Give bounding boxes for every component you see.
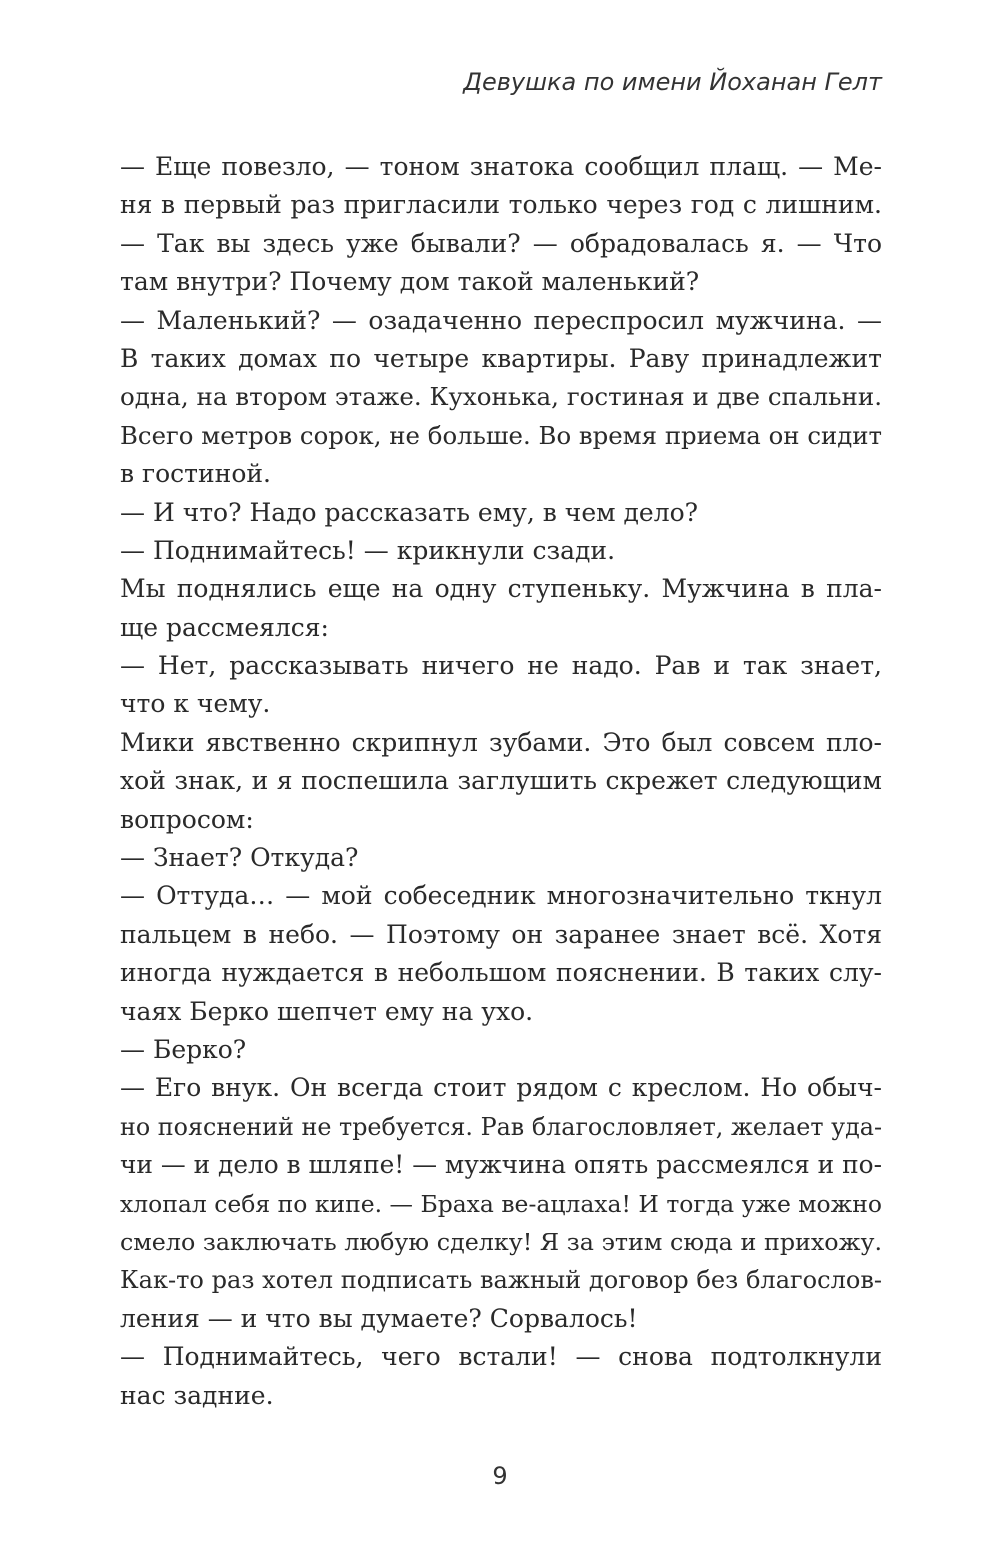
- body-text: [120, 148, 882, 1415]
- text-line: ня в первый раз пригласили только через год с лишним.: [120, 190, 882, 220]
- text-line: чаях Берко шепчет ему на ухо.: [120, 996, 534, 1026]
- text-line: вопросом:: [120, 804, 254, 834]
- text-line: — Еще повезло, — тоном знатока сообщил плащ. — Ме-: [120, 152, 882, 181]
- text-line: — И что? Надо рассказать ему, в чем дело?: [120, 497, 699, 527]
- text-line: — Поднимайтесь! — крикнули сзади.: [120, 535, 616, 565]
- text-line: хой знак, и я поспешила заглушить скрежет следующим: [120, 766, 882, 796]
- text-line: В таких домах по четыре квартиры. Раву принадлежит: [120, 343, 882, 373]
- text-line: иногда нуждается в небольшом пояснении. В таких слу-: [120, 958, 882, 988]
- text-line: — Оттуда… — мой собеседник многозначительно ткнул: [120, 881, 882, 911]
- text-line: — Его внук. Он всегда стоит рядом с креслом. Но обыч-: [120, 1073, 882, 1103]
- text-line: — Берко?: [120, 1034, 247, 1064]
- text-line: нас задние.: [120, 1380, 274, 1410]
- text-line: Как-то раз хотел подписать важный договор без благослов-: [120, 1266, 882, 1295]
- text-line: в гостиной.: [120, 459, 271, 489]
- text-line: Мики явственно скрипнул зубами. Это был совсем пло-: [120, 727, 882, 757]
- text-line: — Маленький? — озадаченно переспросил мужчина. —: [120, 305, 882, 335]
- text-line: — Поднимайтесь, чего встали! — снова подтолкнули: [120, 1342, 882, 1372]
- text-line: но пояснений не требуется. Рав благословляет, желает уда-: [120, 1112, 882, 1141]
- text-line: чи — и дело в шляпе! — мужчина опять рассмеялся и по-: [120, 1150, 882, 1180]
- text-line: — Нет, рассказывать ничего не надо. Рав и так знает,: [120, 651, 882, 681]
- text-line: хлопал себя по кипе. — Браха ве-ацлаха! И тогда уже можно: [120, 1189, 882, 1218]
- text-line: Мы поднялись еще на одну ступеньку. Мужчина в пла-: [120, 574, 882, 604]
- text-line: — Так вы здесь уже бывали? — обрадовалась я. — Что: [120, 228, 882, 258]
- text-line: Всего метров сорок, не больше. Во время приема он сидит: [120, 420, 882, 450]
- text-line: ще рассмеялся:: [120, 612, 329, 642]
- text-line: — Знает? Откуда?: [120, 843, 359, 873]
- text-line: ления — и что вы думаете? Сорвалось!: [120, 1303, 638, 1333]
- text-line: одна, на втором этаже. Кухонька, гостиная и две спальни.: [120, 382, 882, 412]
- page-number: 9: [492, 1462, 508, 1490]
- text-line: что к чему.: [120, 689, 271, 719]
- running-head-title: Девушка по имени Йоханан Гелт: [463, 68, 882, 96]
- text-line: там внутри? Почему дом такой маленький?: [120, 267, 700, 297]
- text-line: пальцем в небо. — Поэтому он заранее знает всё. Хотя: [120, 919, 882, 949]
- text-line: смело заключать любую сделку! Я за этим сюда и прихожу.: [120, 1227, 882, 1256]
